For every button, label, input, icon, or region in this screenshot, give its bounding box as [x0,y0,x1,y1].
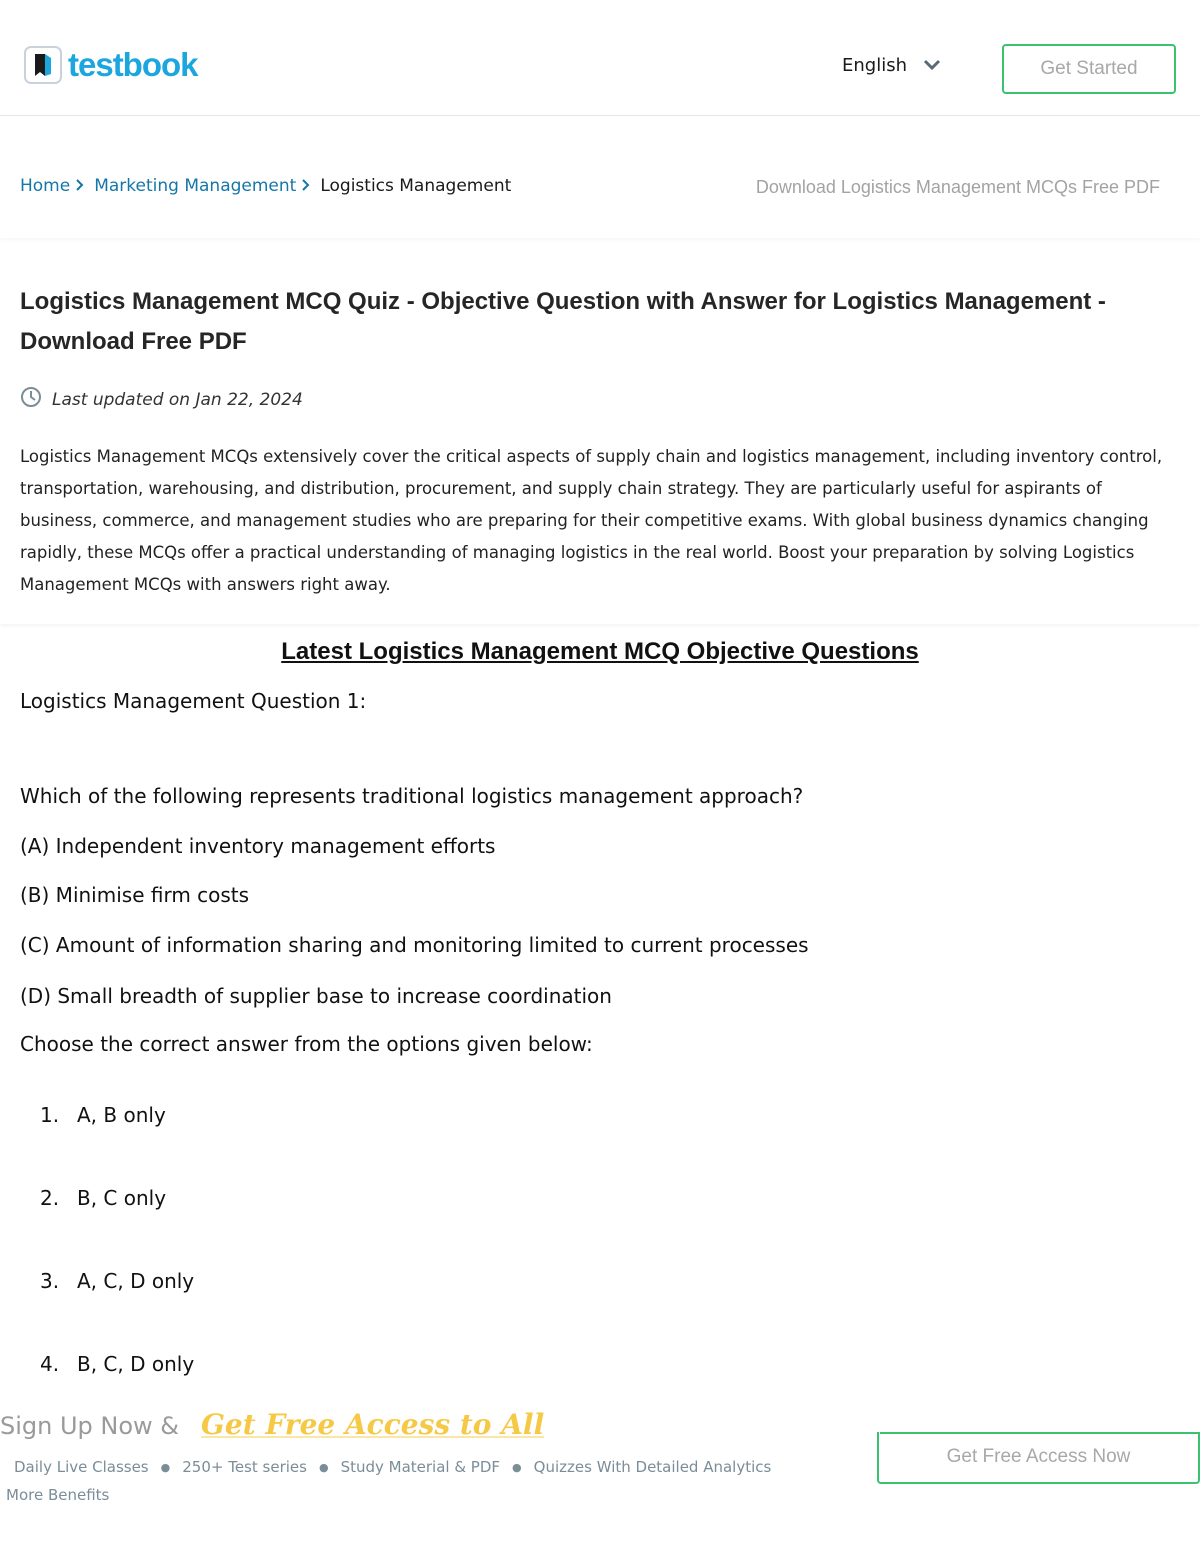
promo-accent-text: Get Free Access to All [201,1408,545,1441]
promo-signup-text: Sign Up Now & [0,1412,180,1440]
more-benefits-text: More Benefits [6,1486,110,1504]
get-free-access-button[interactable]: Get Free Access Now [877,1432,1200,1484]
option-text: B, C, D only [77,1352,195,1376]
benefit-item: 250+ Test series [182,1458,307,1476]
option-number: 3. [40,1269,60,1293]
answer-option[interactable] [40,1103,166,1127]
statement-a: (A) Independent inventory management efforts [20,834,496,858]
top-navbar [0,0,1200,116]
breadcrumb [20,176,511,196]
answer-option[interactable] [40,1352,194,1376]
question-text: Which of the following represents traditional logistics management approach? [20,784,804,808]
language-selector[interactable] [842,55,941,76]
intro-paragraph: Logistics Management MCQs extensively cover the critical aspects of supply chain and logistics management, including inventory control, transportation, warehousing, and distribution, procurement, and supply chain strategy. They are particularly useful for aspirants of business, commerce, and management studies who are preparing for their competitive exams. With global business dynamics changing rapidly, these MCQs offer a practical understanding of managing logistics in the real world. Boost your preparation by solving Logistics Management MCQs with answers right away. [20,447,1163,594]
last-updated [20,386,303,413]
chevron-right-icon [76,177,84,195]
question-label: Logistics Management Question 1: [20,689,367,713]
option-text: B, C only [77,1186,167,1210]
statement-d: (D) Small breadth of supplier base to increase coordination [20,984,612,1008]
questions-heading[interactable]: Latest Logistics Management MCQ Objective Questions [281,638,919,665]
breadcrumb-bar [0,140,1200,238]
option-text: A, B only [77,1103,166,1127]
statement-c: (C) Amount of information sharing and monitoring limited to current processes [20,933,809,957]
statement-b: (B) Minimise firm costs [20,883,250,907]
clock-icon [20,386,42,413]
option-number: 4. [40,1352,60,1376]
download-pdf-link[interactable]: Download Logistics Management MCQs Free PDF [755,177,1160,197]
question-instruction: Choose the correct answer from the options given below: [20,1032,593,1056]
breadcrumb-home-link[interactable]: Home [20,176,71,196]
logo-text: testbook [68,46,198,83]
bullet-dot-icon: ● [160,1460,171,1474]
benefit-item: Study Material & PDF [340,1458,501,1476]
chevron-down-icon [923,55,941,76]
bullet-dot-icon: ● [512,1460,522,1474]
promo-title [0,1408,544,1441]
last-updated-text: Last updated on Jan 22, 2024 [52,389,303,410]
promo-benefits [14,1458,771,1476]
option-text: A, C, D only [77,1269,195,1293]
get-started-button[interactable]: Get Started [1002,44,1176,94]
chevron-right-icon [302,177,310,195]
testbook-logo-icon [24,46,62,84]
option-number: 1. [40,1103,60,1127]
language-label: English [842,55,907,76]
benefit-item: Daily Live Classes [14,1458,149,1476]
bullet-dot-icon: ● [318,1460,329,1474]
benefit-item: Quizzes With Detailed Analytics [533,1458,772,1476]
option-number: 2. [40,1186,60,1210]
answer-option[interactable] [40,1186,166,1210]
breadcrumb-category-link[interactable]: Marketing Management [94,176,297,196]
page-title: Logistics Management MCQ Quiz - Objective Question with Answer for Logistics Management - Download Free PDF [20,288,1106,355]
answer-option[interactable] [40,1269,194,1293]
section-divider [0,620,1200,624]
testbook-logo[interactable] [24,46,198,84]
breadcrumb-current: Logistics Management [320,176,512,196]
